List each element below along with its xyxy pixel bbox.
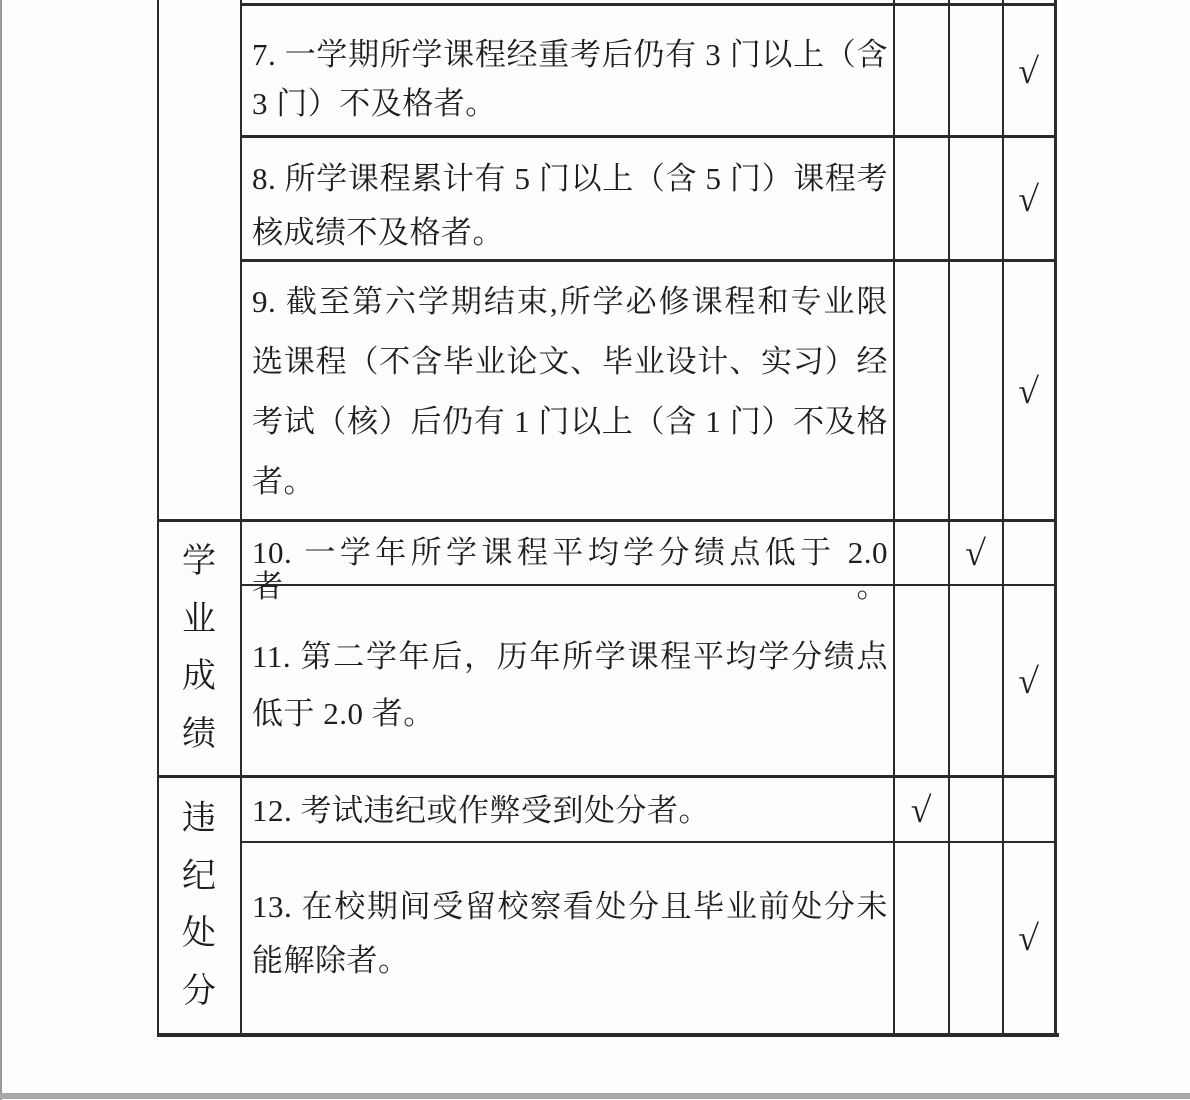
criterion-9-line-1: 9. 截至第六学期结束,所学必修课程和专业限 bbox=[252, 284, 888, 319]
scan-bottom-bar-artifact bbox=[0, 1093, 1190, 1099]
criterion-13-line-2: 能解除者。 bbox=[252, 943, 410, 978]
category-char: 违 bbox=[182, 799, 216, 837]
check-cell-row-11-col-3 bbox=[995, 586, 1060, 775]
table-border-line bbox=[157, 1033, 1059, 1037]
criterion-9-line-3: 考试（核）后仍有 1 门以上（含 1 门）不及格 bbox=[252, 404, 888, 439]
criterion-10-line-1: 10. 一学年所学课程平均学分绩点低于 2.0 者。 bbox=[252, 535, 888, 604]
category-char: 分 bbox=[182, 973, 216, 1011]
check-cell-row-8-col-3 bbox=[998, 138, 1058, 259]
criterion-13-text bbox=[252, 880, 888, 988]
table-border-line bbox=[948, 0, 950, 1036]
category-char: 纪 bbox=[182, 857, 216, 895]
check-mark: √ bbox=[1016, 178, 1040, 219]
criterion-11-line-1: 11. 第二学年后，历年所学课程平均学分绩点 bbox=[252, 639, 888, 674]
criterion-11-line-2: 低于 2.0 者。 bbox=[252, 696, 435, 731]
check-cell-row-10-col-2 bbox=[946, 522, 1004, 584]
category-char: 业 bbox=[182, 600, 216, 638]
criterion-8-line-2: 核成绩不及格者。 bbox=[252, 215, 504, 250]
table-border-line bbox=[240, 841, 1056, 843]
criterion-11-text bbox=[252, 628, 888, 742]
category-char: 成 bbox=[182, 658, 216, 696]
criterion-13-line-1: 13. 在校期间受留校察看处分且毕业前处分未 bbox=[252, 889, 888, 924]
check-mark: √ bbox=[1016, 918, 1040, 958]
check-cell-row-9-col-3 bbox=[993, 262, 1063, 519]
scan-left-edge-artifact bbox=[0, 0, 2, 1100]
criterion-7-text bbox=[252, 30, 888, 128]
check-mark: √ bbox=[963, 533, 987, 573]
table-border-line bbox=[240, 135, 1056, 138]
criterion-8-text bbox=[252, 152, 888, 260]
check-cell-row-12-col-1 bbox=[891, 778, 950, 841]
criterion-12-line-1: 12. 考试违纪或作弊受到处分者。 bbox=[252, 793, 710, 828]
table-border-line bbox=[157, 519, 1056, 522]
check-cell-row-7-col-3 bbox=[997, 6, 1058, 135]
category-char: 绩 bbox=[182, 715, 216, 753]
criterion-7-line-2: 3 门）不及格者。 bbox=[252, 86, 497, 121]
table-border-line bbox=[240, 0, 242, 1036]
category-cell-academic-performance bbox=[159, 522, 239, 775]
criterion-8-line-1: 8. 所学课程累计有 5 门以上（含 5 门）课程考 bbox=[252, 161, 888, 196]
check-mark: √ bbox=[909, 789, 932, 830]
category-char: 处 bbox=[182, 915, 216, 953]
check-mark: √ bbox=[1016, 370, 1040, 411]
criterion-9-line-2: 选课程（不含毕业论文、毕业设计、实习）经 bbox=[252, 344, 888, 379]
criterion-9-text bbox=[252, 272, 888, 512]
table-border-line bbox=[893, 0, 895, 1036]
category-char: 学 bbox=[182, 543, 216, 581]
table-border-line bbox=[240, 3, 1056, 6]
criterion-9-line-4: 者。 bbox=[252, 464, 315, 499]
criterion-7-line-1: 7. 一学期所学课程经重考后仍有 3 门以上（含 bbox=[252, 37, 888, 72]
check-mark: √ bbox=[1016, 50, 1040, 91]
category-cell-disciplinary-action bbox=[159, 778, 239, 1033]
check-mark: √ bbox=[1016, 660, 1040, 701]
criterion-12-text bbox=[252, 794, 888, 828]
criterion-10-text bbox=[252, 536, 888, 604]
check-cell-row-13-col-3 bbox=[995, 843, 1060, 1033]
